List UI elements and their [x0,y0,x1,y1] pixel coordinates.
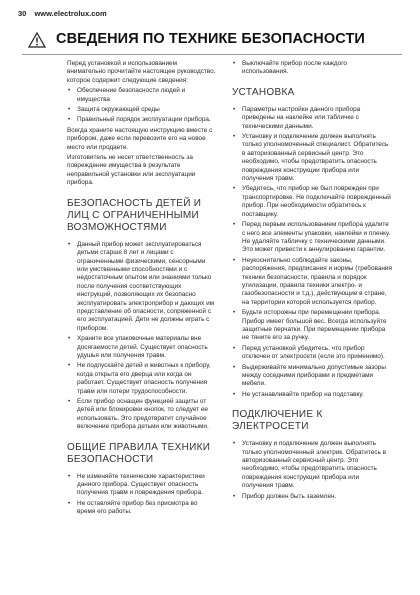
right-column [232,60,392,503]
list-item: • Выключайте прибор после каждого использования. [232,60,392,77]
list-item: • Не оставляйте прибор без присмотра во время его работы. [67,500,217,517]
left-column [67,60,217,519]
list-item: • Данный прибор может эксплуатироваться детьми старше 8 лет и лицами с ограниченными физическими, сенсорными или умственными способностями и с недостаточным опытом или знаниями только после получения соответствующих инструкций, позволяющих их безопасно эксплуатировать электроприбор и дающих им представление об опасности, сопряженной с его эксплуатацией. Дети не должны играть с прибором. [67,241,217,333]
list-item: • Правильный порядок эксплуатации прибора. [67,116,217,124]
page-number: 30 [18,9,27,18]
list-item: • Прибор должен быть заземлен. [232,493,392,501]
page-header [18,9,107,18]
list-item: • Перед установкой убедитесь, что прибор отключен от электросети (если это применимо). [232,345,392,362]
list-item: • Установку и подключение должен выполнять только уполномоченный специалист. Обратитесь в авторизованный сервисный центр. Это необходимо, чтобы предотвратить опасность повреждения конструкции прибора или получения травм. [232,133,392,183]
electric-connection-heading: ПОДКЛЮЧЕНИЕ К ЭЛЕКТРОСЕТИ [232,409,323,433]
intro-paragraph-3: Изготовитель не несет ответственность за повреждение имущества в результате неправильной установки или эксплуатации прибора. [67,154,196,187]
list-item: • Храните все упаковочные материалы вне досягаемости детей. Существует опасность удушья или получения травм. [67,335,217,360]
intro-list [67,87,217,125]
list-item: • Параметры настройки данного прибора приведены на наклейке или табличке с техническими данными. [232,106,392,131]
intro-paragraph-2: Всегда храните настоящую инструкцию вместе с прибором, даже если перевозите его на новое место или продаете. [67,126,213,151]
list-item: • Если прибор оснащен функцией защиты от детей или блокировки кнопок, то следует ее использовать. Это предотвратит случайное включение прибора детьми или животными. [67,398,217,432]
warning-triangle-icon [28,32,46,48]
list-item: • Неукоснительно соблюдайте законы, распоряжения, предписания и нормы (требования техники безопасности, правила и порядок утилизации, правила техники электро- и газобезопасности и т.д.), действующие в стране, на территории которой используется прибор. [232,257,392,307]
children-safety-list [67,241,217,432]
children-safety-heading: БЕЗОПАСНОСТЬ ДЕТЕЙ И ЛИЦ С ОГРАНИЧЕННЫМИ ВОЗМОЖНОСТЯМИ [67,197,202,233]
title-row [22,28,402,54]
list-item: • Перед первым использованием прибора удалите с него все элементы упаковки, наклейки и пленку. Не удаляйте табличку с техническими данными. Это может привести к аннулированию гарантии. [232,221,392,255]
intro-paragraph: Перед установкой и использованием внимательно прочитайте настоящее руководство, которое содержит следующие сведения: [67,60,216,84]
installation-heading: УСТАНОВКА [232,86,295,98]
list-item: • Не изменяйте технические характеристики данного прибора. Существует опасность получения травм и повреждения прибора. [67,473,217,498]
installation-list [232,106,392,399]
list-item: • Защита окружающей среды [67,106,217,114]
list-item: • Будьте осторожны при перемещении прибора. Прибор имеет большой вес. Всегда используйте защитные перчатки. При перемещении прибора не тяните его за ручку. [232,309,392,343]
list-item: • Установку и подключение должен выполнять только уполномоченный электрик. Обратитесь в авторизованный сервисный центр. Это необходимо, чтобы предотвратить опасность повреждения конструкции прибора или получения травм. [232,440,392,490]
general-safety-list [67,473,217,517]
list-item: • Не устанавливайте прибор на подставку. [232,391,392,399]
list-item: • Не подпускайте детей и животных к прибору, когда открыта его дверца или когда он работает. Существует опасность получения травм или потери трудоспособности. [67,362,217,396]
list-item: • Выдерживайте минимально допустимые зазоры между соседними приборами и предметами мебели. [232,364,392,389]
page-title: СВЕДЕНИЯ ПО ТЕХНИКЕ БЕЗОПАСНОСТИ [56,31,365,47]
general-safety-list-continued [232,60,392,77]
general-safety-heading: ОБЩИЕ ПРАВИЛА ТЕХНИКИ БЕЗОПАСНОСТИ [67,441,211,465]
list-item: • Обеспечение безопасности людей и имущества [67,87,217,104]
site-url: www.electrolux.com [34,9,107,18]
electric-connection-list [232,440,392,501]
title-divider [22,54,402,55]
list-item: • Убедитесь, что прибор не был поврежден при транспортировке. Не подключайте поврежденный прибор. При необходимости обратитесь к поставщику. [232,185,392,219]
